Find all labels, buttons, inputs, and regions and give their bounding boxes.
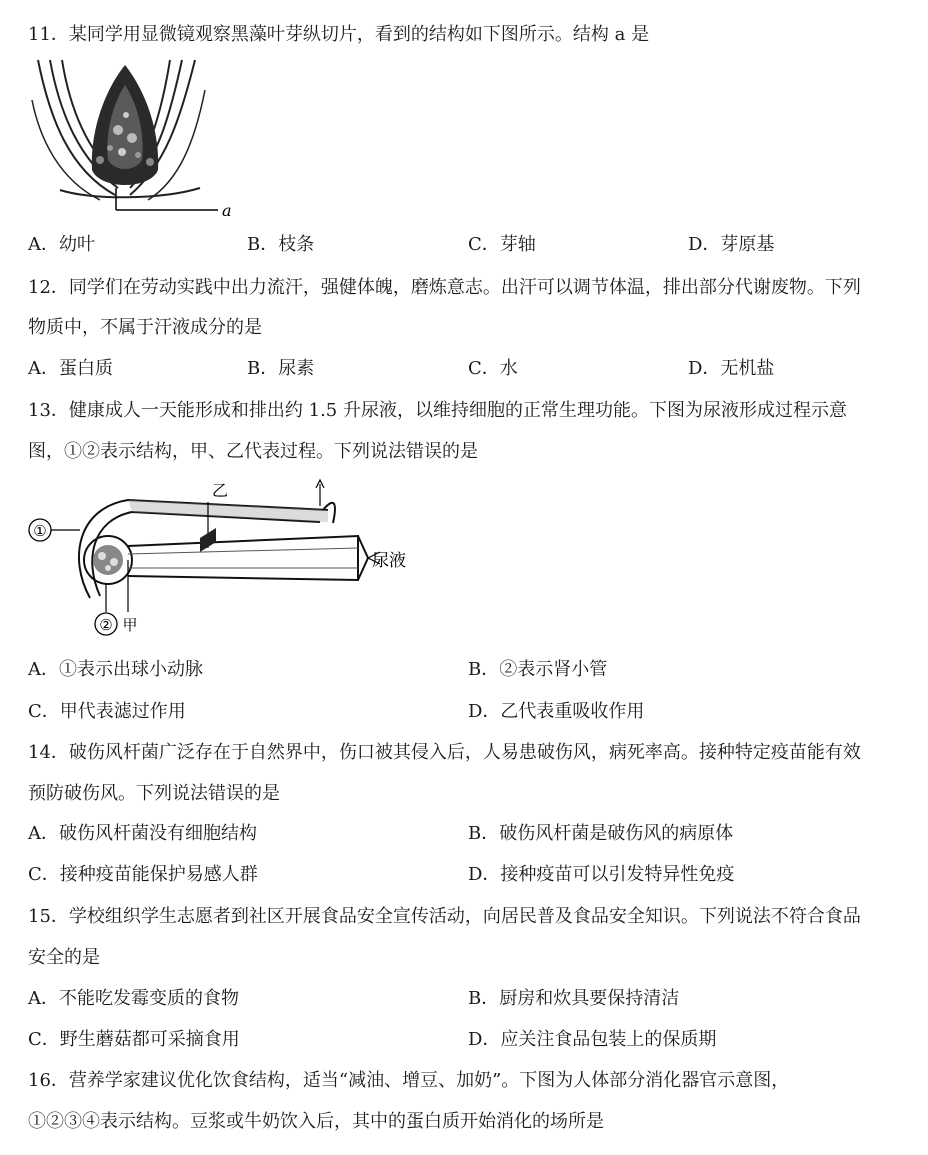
q11-option-d: D．芽原基 <box>688 234 775 255</box>
q14-stem-line1: 14．破伤风杆菌广泛存在于自然界中，伤口被其侵入后，人易患破伤风，病死率高。接种特定疫苗能有效 <box>28 742 861 763</box>
q16-stem-line2: ①②③④表示结构。豆浆或牛奶饮入后，其中的蛋白质开始消化的场所是 <box>28 1111 604 1132</box>
q15-option-c: C．野生蘑菇都可采摘食用 <box>28 1029 240 1050</box>
q13-label-urine: 尿液 <box>372 551 406 571</box>
q11-bud-figure <box>30 60 240 220</box>
q13-label-two: ② <box>99 616 113 634</box>
q12-option-c: C．水 <box>468 358 518 379</box>
q13-label-jia: 甲 <box>122 616 138 634</box>
q13-label-yi: 乙 <box>212 481 229 500</box>
q12-option-b: B．尿素 <box>247 358 315 379</box>
q13-label-one: ① <box>33 522 47 540</box>
q13-option-b: B．②表示肾小管 <box>468 659 608 680</box>
q14-stem-line2: 预防破伤风。下列说法错误的是 <box>28 783 280 804</box>
q13-option-c: C．甲代表滤过作用 <box>28 701 186 722</box>
q15-option-b: B．厨房和炊具要保持清洁 <box>468 988 680 1009</box>
q16-stem-line1: 16．营养学家建议优化饮食结构，适当“减油、增豆、加奶”。下图为人体部分消化器官示意图， <box>28 1070 790 1091</box>
q13-stem-line1: 13．健康成人一天能形成和排出约 1.5 升尿液，以维持细胞的正常生理功能。下图为尿液形成过程示意 <box>28 400 847 421</box>
q11-label-a: a <box>222 201 232 220</box>
q14-option-a: A．破伤风杆菌没有细胞结构 <box>28 823 257 844</box>
q11-option-b: B．枝条 <box>247 234 315 255</box>
q15-option-d: D．应关注食品包装上的保质期 <box>468 1029 717 1050</box>
q15-option-a: A．不能吃发霉变质的食物 <box>28 988 239 1009</box>
q12-option-a: A．蛋白质 <box>28 358 113 379</box>
q11-option-c: C．芽轴 <box>468 234 536 255</box>
q13-nephron-figure <box>28 478 428 638</box>
q12-stem-line1: 12．同学们在劳动实践中出力流汗，强健体魄，磨炼意志。出汗可以调节体温，排出部分代谢废物。下列 <box>28 277 861 298</box>
q14-option-b: B．破伤风杆菌是破伤风的病原体 <box>468 823 734 844</box>
q14-option-d: D．接种疫苗可以引发特异性免疫 <box>468 864 735 885</box>
q15-stem-line2: 安全的是 <box>28 947 100 968</box>
q13-option-a: A．①表示出球小动脉 <box>28 659 203 680</box>
q13-option-d: D．乙代表重吸收作用 <box>468 701 645 722</box>
q12-stem-line2: 物质中，不属于汗液成分的是 <box>28 317 262 338</box>
q15-stem-line1: 15．学校组织学生志愿者到社区开展食品安全宣传活动，向居民普及食品安全知识。下列说法不符合食品 <box>28 906 861 927</box>
q11-stem: 11．某同学用显微镜观察黑藻叶芽纵切片，看到的结构如下图所示。结构 a 是 <box>28 24 650 45</box>
q14-option-c: C．接种疫苗能保护易感人群 <box>28 864 258 885</box>
q12-option-d: D．无机盐 <box>688 358 775 379</box>
q13-stem-line2: 图，①②表示结构，甲、乙代表过程。下列说法错误的是 <box>28 441 478 462</box>
q11-option-a: A．幼叶 <box>28 234 95 255</box>
